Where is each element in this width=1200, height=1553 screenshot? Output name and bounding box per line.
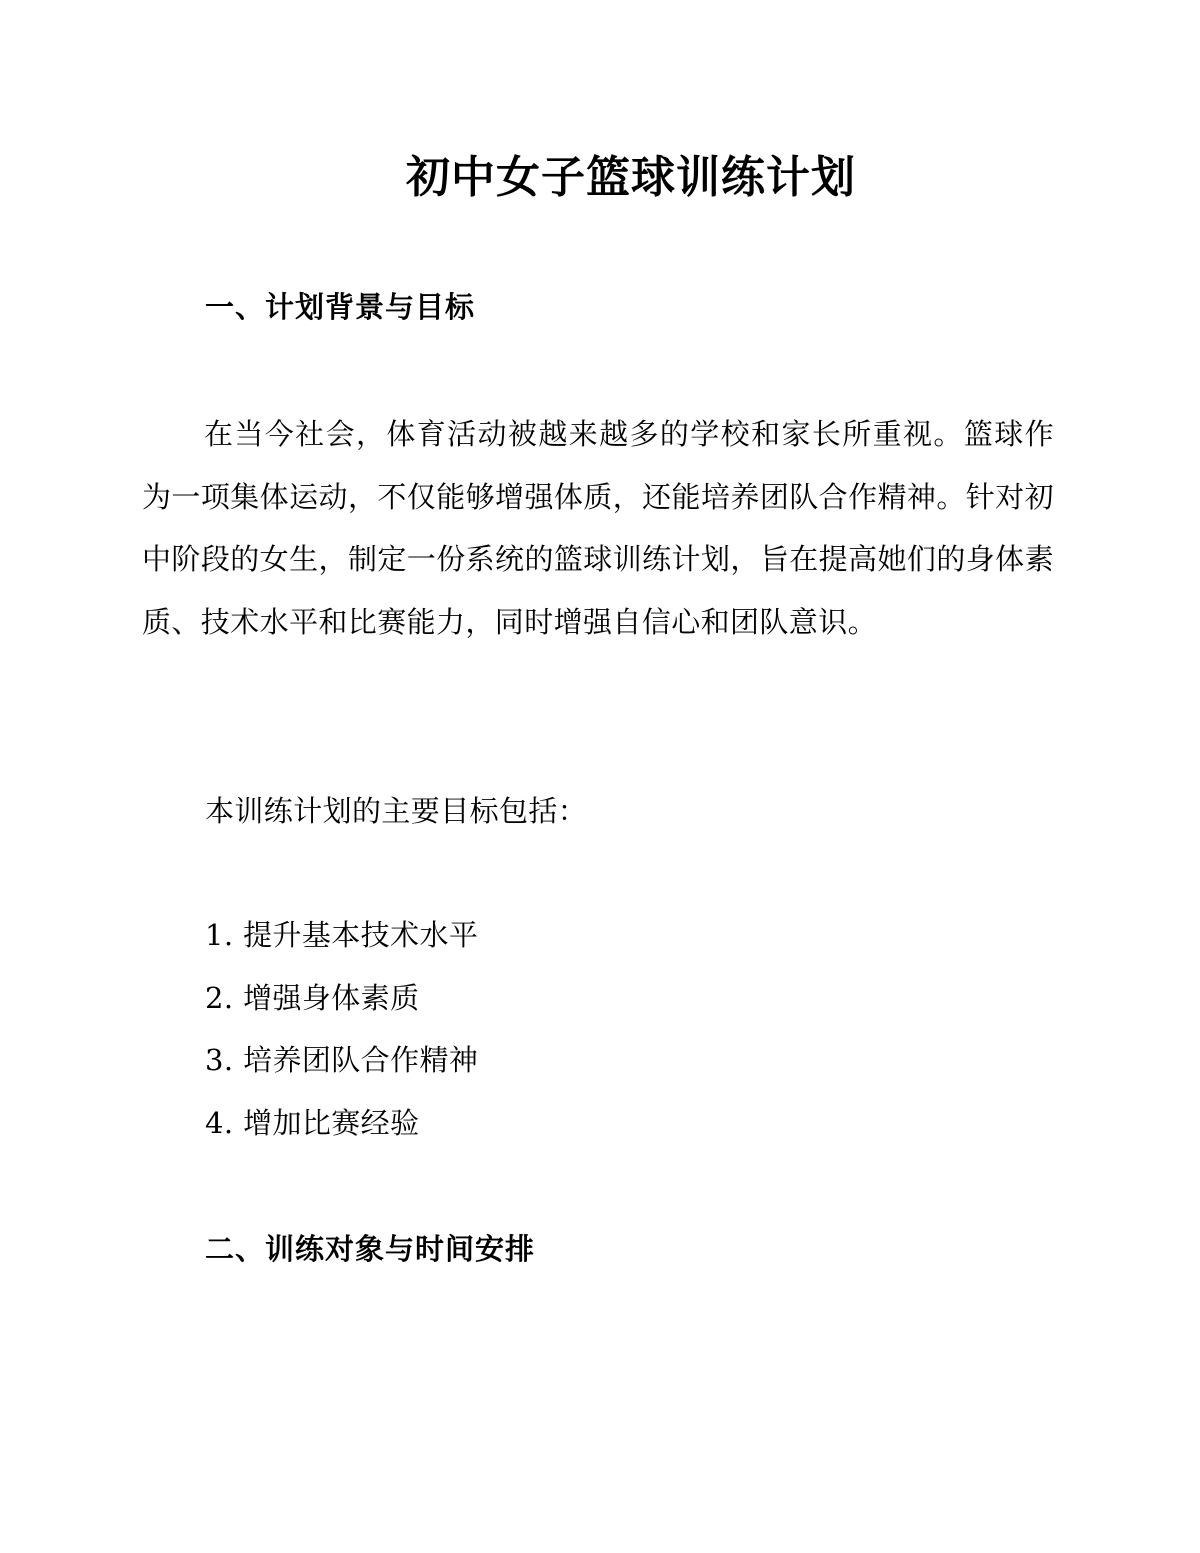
- goal-item-4: 4. 增加比赛经验: [205, 1105, 420, 1140]
- background-paragraph: 在当今社会，体育活动被越来越多的学校和家长所重视。篮球作为一项集体运动，不仅能够增强体质，还能培养团队合作精神。针对初中阶段的女生，制定一份系统的篮球训练计划，旨在提高她们的身体素质、技术水平和比赛能力，同时增强自信心和团队意识。: [142, 417, 1054, 639]
- goal-item-2: 2. 增强身体素质: [205, 980, 420, 1015]
- section-heading-background-goals: 一、计划背景与目标: [205, 290, 476, 324]
- goal-item-3: 3. 培养团队合作精神: [205, 1043, 479, 1077]
- section-heading-targets-schedule: 二、训练对象与时间安排: [205, 1232, 536, 1266]
- goals-list: [205, 904, 478, 1154]
- goals-intro: 本训练计划的主要目标包括：: [205, 794, 588, 828]
- goal-item-1: 1. 提升基本技术水平: [205, 918, 479, 952]
- document-title: 初中女子篮球训练计划: [406, 152, 856, 203]
